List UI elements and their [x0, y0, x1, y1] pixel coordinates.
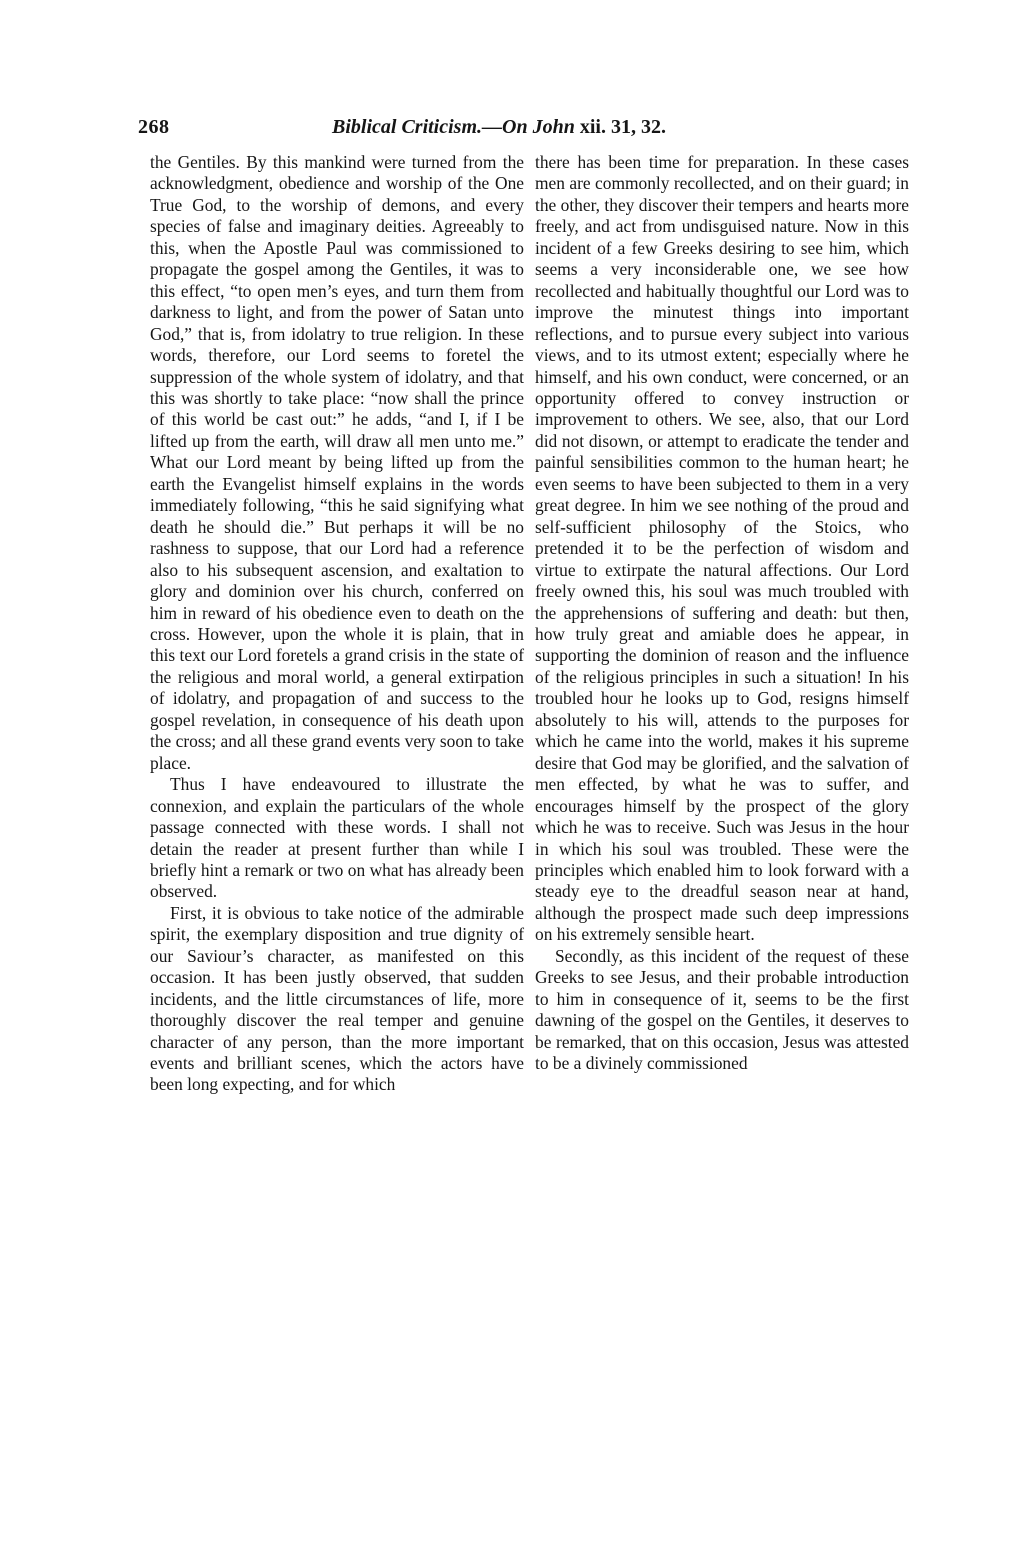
running-title-reference: xii. 31, 32. [574, 116, 666, 138]
right-column [535, 152, 909, 1074]
paragraph-connexion: Thus I have endeavoured to illustrate the connexion, and explain the particulars of the whole passage connected with these words. I shall not detain the reader at present further than while I briefly hint a remark or two on what has already been observed. [150, 774, 524, 902]
paragraph-continuation: the Gentiles. By this mankind were turned from the acknowledgment, obedience and worship of the One True God, to the worship of demons, and every species of false and imaginary deities. Agreeably to this, when the Apostle Paul was commissioned to propagate the gospel among the Gentiles, it was to this effect, “to open men’s eyes, and turn them from darkness to light, and from the power of Satan unto God,” that is, from idolatry to true religion. In these words, therefore, our Lord seems to foretel the suppression of the whole system of idolatry, and that this was shortly to take place: “now shall the prince of this world be cast out:” he adds, “and I, if I be lifted up from the earth, will draw all men unto me.” What our Lord meant by being lifted up from the earth the Evangelist himself explains in the words immediately following, “this he said signifying what death he should die.” But perhaps it will be no rashness to suppose, that our Lord had a reference also to his subsequent ascension, and exaltation to glory and dominion over his church, conferred on him in reward of his obedience even to death on the cross. However, upon the whole it is plain, that in this text our Lord foretels a grand crisis in the state of the religious and moral world, a general extirpation of idolatry, and propagation of and success to the gospel revelation, in consequence of his death upon the cross; and all these grand events very soon to take place. [150, 152, 524, 773]
page-number: 268 [138, 116, 170, 138]
paragraph-preparation: there has been time for preparation. In these cases men are commonly recollected, and on their guard; in the other, they discover their tempers and hearts more freely, and act from undisguised nature. Now in this incident of a few Greeks desiring to see him, which seems a very inconsiderable one, we see how recollected and habitually thoughtful our Lord was to improve the minutest things into important reflections, and to pursue every subject into various views, and to its utmost extent; especially where he himself, and his own conduct, were concerned, or an opportunity offered to convey instruction or improvement to others. We see, also, that our Lord did not disown, or attempt to eradicate the tender and painful sensibilities common to the human heart; he even seems to have been subjected to them in a very great degree. In him we see nothing of the proud and self-sufficient philosophy of the Stoics, who pretended it to be the perfection of wisdom and virtue to extirpate the natural affections. Our Lord freely owned this, his soul was much troubled with the apprehensions of suffering and death: but then, how truly great and amiable does he appear, in supporting the dominion of reason and the influence of the religious principles in such a situation! In his troubled hour he looks up to God, resigns himself absolutely to his will, attends to the purposes for which he came into the world, makes it his supreme desire that God may be glorified, and the salvation of men effected, by what he was to suffer, and encourages himself by the prospect of the glory which he was to receive. Such was Jesus in the hour in which his soul was troubled. These were the principles which enabled him to look forward with a steady eye to the dreadful season near at hand, although the prospect made such deep impressions on his extremely sensible heart. [535, 152, 909, 945]
paragraph-secondly: Secondly, as this incident of the request of these Greeks to see Jesus, and their probable introduction to him in consequence of it, seems to be the first dawning of the gospel on the Gentiles, it deserves to be remarked, that on this occasion, Jesus was attested to be a divinely commissioned [535, 945, 909, 1074]
left-column [150, 152, 524, 1096]
running-head [138, 112, 900, 142]
running-title [332, 112, 666, 142]
running-title-text: Biblical Criticism.—On John [332, 116, 575, 138]
paragraph-first: First, it is obvious to take notice of the admirable spirit, the exemplary disposition and true dignity of our Saviour’s character, as manifested on this occasion. It has been justly observed, that sudden incidents, and the little circumstances of life, more thoroughly discover the real temper and genuine character of any person, than the more important events and brilliant scenes, which the actors have been long expecting, and for which [150, 902, 524, 1095]
